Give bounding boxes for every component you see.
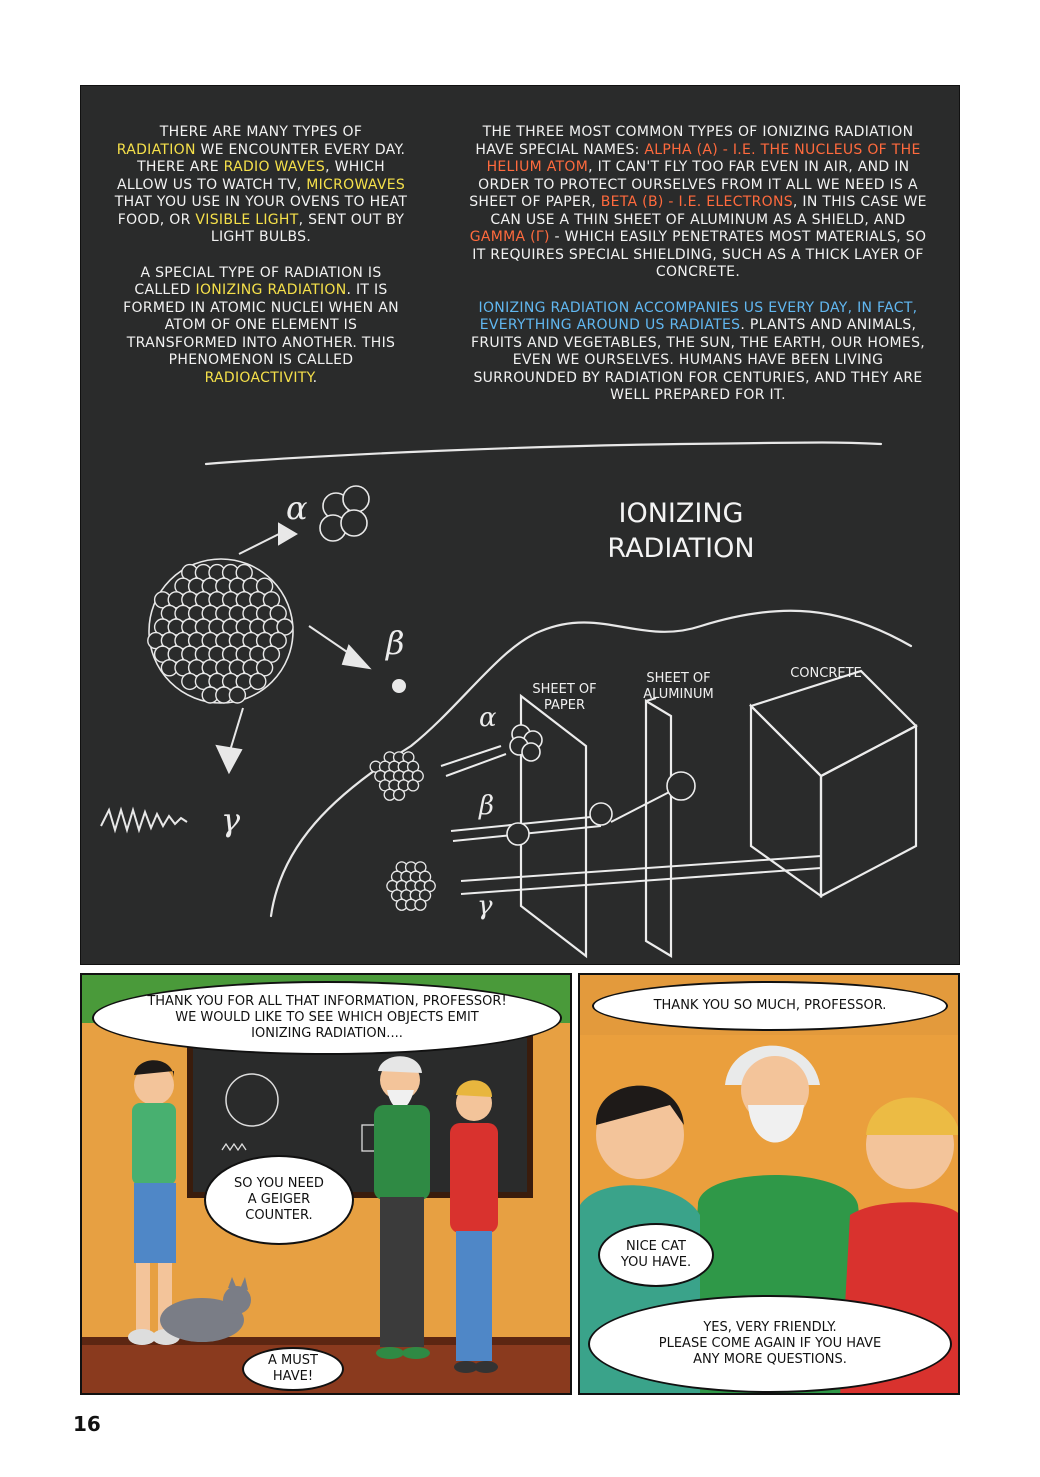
highlight-radiation: RADIATION	[116, 141, 196, 158]
label-sheet-of-aluminum: SHEET OF ALUMINUM	[643, 671, 714, 702]
alpha-particle-icon	[320, 486, 369, 541]
alpha-symbol: α	[479, 703, 497, 733]
title-line-1: IONIZING	[618, 498, 744, 529]
board-title	[581, 496, 781, 566]
gamma-symbol-large: γ	[221, 801, 241, 839]
gamma-symbol: γ	[477, 891, 493, 921]
chalk-diagram	[81, 86, 960, 965]
text-run: . PLANTS AND ANIMALS, FRUITS AND VEGETABLES, THE SUN, THE EARTH, OUR HOMES, EVEN WE OURSELVES. HUMANS HAVE BEEN LIVING SURROUNDED BY RADIATION FOR CENTURIES, AND THEY ARE WELL PREPARED FOR IT.	[470, 317, 926, 403]
text-run: THE THREE MOST COMMON TYPES OF IONIZING RADIATION HAVE SPECIAL NAMES:	[475, 124, 914, 158]
speech-bubble-nice-cat	[598, 1223, 714, 1287]
bubble-text: NICE CAT YOU HAVE.	[620, 1239, 692, 1270]
text-run: - WHICH EASILY PENETRATES MOST MATERIALS, SO IT REQUIRES SPECIAL SHIELDING, SUCH AS A THICK LAYER OF CONCRETE.	[472, 229, 927, 280]
highlight-microwaves: MICROWAVES	[306, 176, 406, 193]
highlight-alpha: ALPHA (Α) - I.E. THE NUCLEUS OF THE HELIUM ATOM	[486, 141, 921, 175]
nucleon-icon	[394, 789, 405, 800]
chalk-divider-line	[206, 443, 881, 465]
highlight-everyday-radiation: IONIZING RADIATION ACCOMPANIES US EVERY DAY, IN FACT, EVERYTHING AROUND US RADIATES	[478, 299, 918, 333]
speech-bubble-thank-you-info	[92, 981, 562, 1055]
beta-symbol: β	[479, 791, 495, 821]
small-nucleus-icon	[387, 862, 435, 910]
speech-bubble-very-friendly	[588, 1295, 952, 1393]
highlight-gamma: GAMMA (Γ)	[469, 229, 550, 245]
alpha-arrow	[239, 534, 279, 554]
text-run: A SPECIAL TYPE OF RADIATION IS CALLED	[134, 264, 382, 298]
text-run: . IT IS FORMED IN ATOMIC NUCLEI WHEN AN ATOM OF ONE ELEMENT IS TRANSFORMED INTO ANOTHER. THIS PHENOMENON IS CALLED	[123, 282, 399, 368]
nucleon-icon	[415, 899, 426, 910]
page-number: 16	[73, 1412, 101, 1436]
radiation-rays	[441, 746, 821, 894]
small-nucleus-icon	[370, 752, 423, 800]
bubble-text: THANK YOU FOR ALL THAT INFORMATION, PROFESSOR! WE WOULD LIKE TO SEE WHICH OBJECTS EMIT IONIZING RADIATION....	[147, 994, 507, 1041]
alpha-symbol-large: α	[286, 489, 308, 527]
nucleon-icon	[250, 673, 266, 689]
comic-panel-right	[578, 973, 960, 1395]
speech-bubble-thank-you-professor	[592, 981, 948, 1031]
concrete-block-icon	[751, 671, 916, 896]
text-run: THERE ARE MANY TYPES OF	[159, 124, 363, 140]
chalk-wavy-line	[271, 611, 911, 916]
nucleon-icon	[408, 780, 419, 791]
title-line-2: RADIATION	[607, 533, 755, 564]
speech-bubble-must-have	[242, 1347, 344, 1391]
highlight-radio-waves: RADIO WAVES	[223, 159, 326, 175]
highlight-radioactivity: RADIOACTIVITY	[204, 369, 313, 386]
speech-bubble-geiger-counter	[204, 1155, 354, 1245]
text-run: , IT CAN'T FLY TOO FAR EVEN IN AIR, AND IN ORDER TO PROTECT OURSELVES FROM IT ALL WE NEED IS A SHEET OF PAPER,	[469, 159, 918, 210]
text-run: , SENT OUT BY LIGHT BULBS.	[210, 211, 405, 245]
bubble-text: THANK YOU SO MUCH, PROFESSOR.	[653, 998, 887, 1013]
beta-symbol-large: β	[386, 624, 405, 662]
text-run: THAT YOU USE IN YOUR OVENS TO HEAT FOOD, OR	[114, 194, 408, 228]
highlight-ionizing-radiation: IONIZING RADIATION	[195, 282, 347, 298]
gamma-wave-icon	[101, 810, 187, 830]
nucleon-icon	[229, 687, 245, 703]
text-run: , IN THIS CASE WE CAN USE A THIN SHEET OF ALUMINUM AS A SHIELD, AND	[490, 194, 927, 228]
text-run: WE ENCOUNTER EVERY DAY. THERE ARE	[137, 141, 406, 175]
text-run: .	[312, 369, 318, 386]
boy-right-figure	[450, 1080, 498, 1373]
bubble-text: SO YOU NEED A GEIGER COUNTER.	[234, 1176, 324, 1223]
highlight-beta: BETA (Β) - I.E. ELECTRONS	[600, 194, 793, 210]
label-concrete: CONCRETE	[790, 666, 862, 681]
beta-particle-icon	[393, 680, 405, 692]
label-sheet-of-paper: SHEET OF PAPER	[532, 682, 597, 713]
gamma-arrow	[229, 708, 243, 754]
highlight-visible-light: VISIBLE LIGHT	[195, 211, 299, 228]
bubble-text: YES, VERY FRIENDLY. PLEASE COME AGAIN IF YOU HAVE ANY MORE QUESTIONS.	[658, 1320, 882, 1367]
aluminum-sheet-icon	[646, 698, 671, 956]
text-run: , WHICH ALLOW US TO WATCH TV,	[116, 159, 385, 193]
comic-panel-left	[80, 973, 572, 1395]
bubble-text: A MUST HAVE!	[268, 1353, 318, 1384]
chalkboard-panel	[80, 85, 960, 965]
